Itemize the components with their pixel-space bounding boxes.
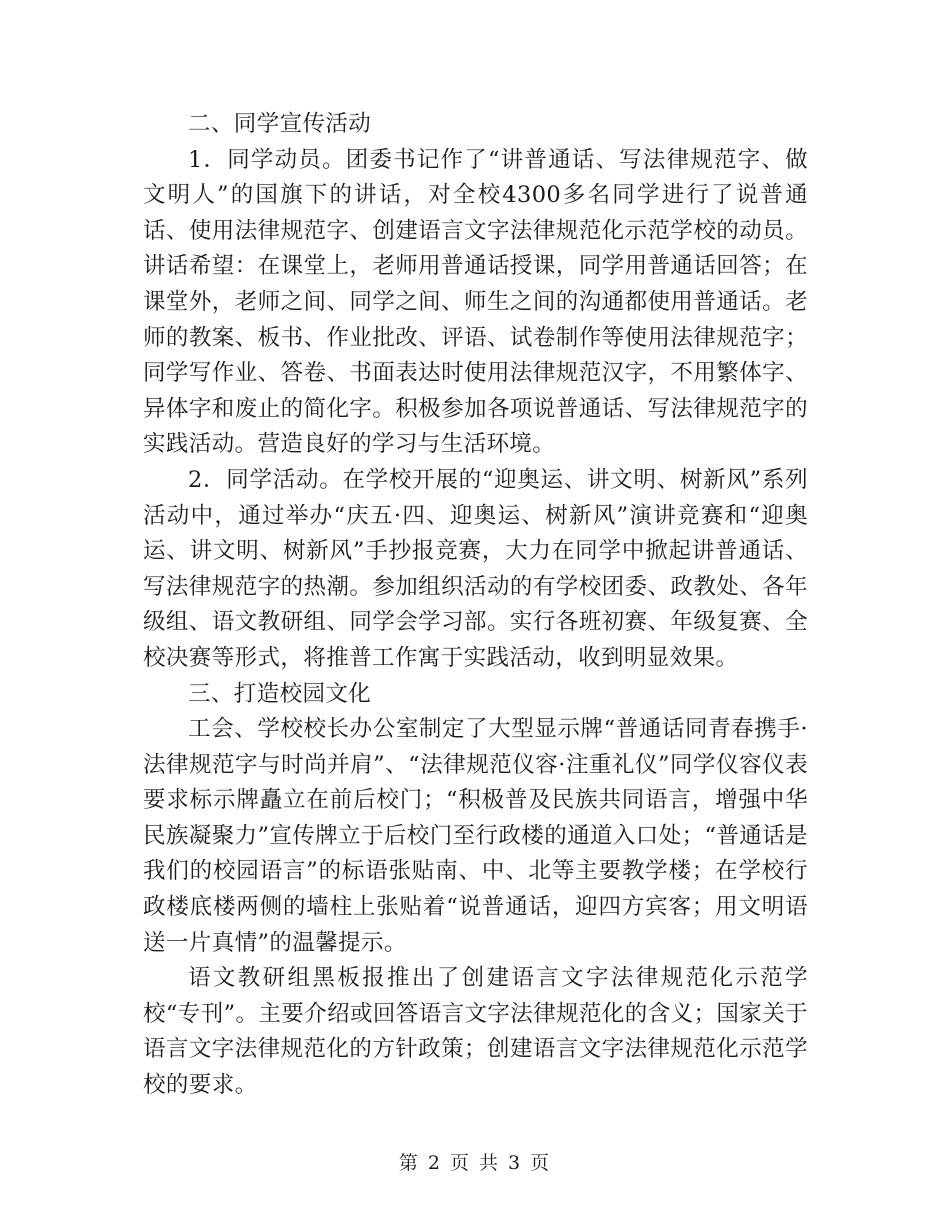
document-body: [143, 107, 808, 1104]
paragraph-campus-signage: 工会、学校校长办公室制定了大型显示牌“普通话同青春携手·法律规范字与时尚并肩”、“法律规范仪容·注重礼仪”同学仪容仪表要求标示牌矗立在前后校门；“积极普及民族共同语言，增强中华民族凝聚力”宣传牌立于后校门至行政楼的通道入口处；“普通话是我们的校园语言”的标语张贴南、中、北等主要教学楼；在学校行政楼底楼两侧的墙柱上张贴着“说普通话，迎四方宾客；用文明语送一片真情”的温馨提示。: [143, 716, 809, 956]
paragraph-blackboard-special-issue: 语文教研组黑板报推出了创建语言文字法律规范化示范学校“专刊”。主要介绍或回答语言文字法律规范化的含义；国家关于语言文字法律规范化的方针政策；创建语言文字法律规范化示范学校的要求。: [143, 965, 809, 1099]
paragraph-student-activities: 2．同学活动。在学校开展的“迎奥运、讲文明、树新风”系列活动中，通过举办“庆五·四、迎奥运、树新风”演讲竞赛和“迎奥运、讲文明、树新风”手抄报竞赛，大力在同学中掀起讲普通话、写法律规范字的热潮。参加组织活动的有学校团委、政教处、各年级组、语文教研组、同学会学习部。实行各班初赛、年级复赛、全校决赛等形式，将推普工作寓于实践活动，收到明显效果。: [143, 466, 808, 671]
paragraph-student-mobilization: 1．同学动员。团委书记作了“讲普通话、写法律规范字、做文明人”的国旗下的讲话，对全校4300多名同学进行了说普通话、使用法律规范字、创建语言文字法律规范化示范学校的动员。讲话希望：在课堂上，老师用普通话授课，同学用普通话回答；在课堂外，老师之间、同学之间、师生之间的沟通都使用普通话。老师的教案、板书、作业批改、评语、试卷制作等使用法律规范字；同学写作业、答卷、书面表达时使用法律规范汉字，不用繁体字、异体字和废止的简化字。积极参加各项说普通话、写法律规范字的实践活动。营造良好的学习与生活环境。: [143, 146, 808, 458]
page-number-footer: 第 2 页 共 3 页: [398, 1152, 552, 1174]
section-heading-campus-culture: 三、打造校园文化: [188, 680, 372, 707]
section-heading-student-promotion: 二、同学宣传活动: [188, 111, 372, 137]
